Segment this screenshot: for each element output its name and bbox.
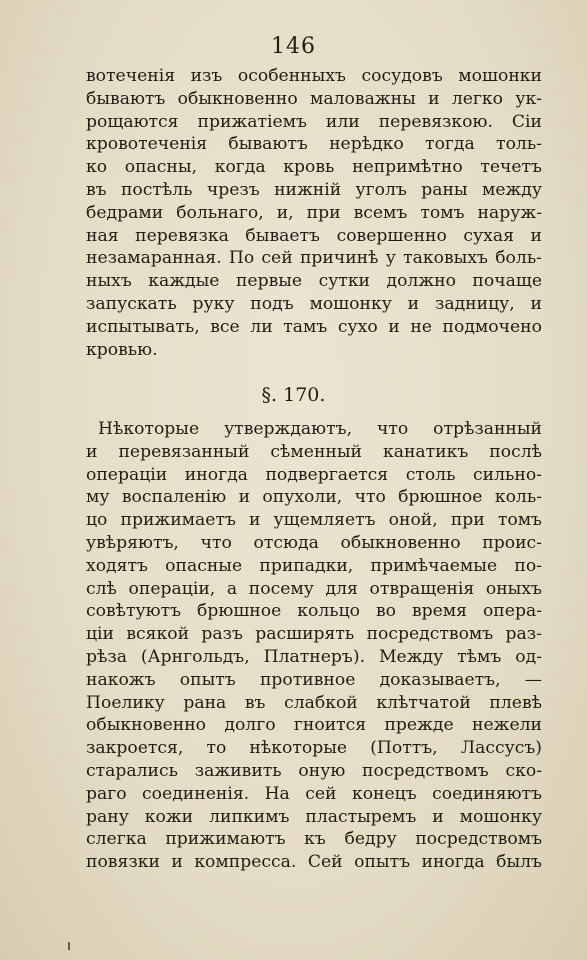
text-line: операціи иногда подвергается столь сильно- [86,464,542,485]
text-line: кровотеченія бываютъ нерѣдко тогда толь- [86,134,542,155]
gutter-mark [68,942,70,950]
text-line: ціи всякой разъ расширять посредствомъ раз- [86,624,542,645]
text-line: ходятъ опасные припадки, примѣчаемые по- [86,555,542,576]
text-line: кровью. [86,339,158,360]
text-line: закроется, то нѣкоторые (Поттъ, Лассусъ) [86,738,542,759]
paragraph-2 [86,418,542,874]
text-line: накожъ опытъ противное доказываетъ, — [86,669,542,690]
text-line: Нѣкоторые утверждаютъ, что отрѣзанный [98,419,542,439]
text-line: совѣтуютъ брюшное кольцо во время опера- [86,601,542,622]
text-line: незамаранная. По сей причинѣ у таковыхъ боль- [86,248,542,269]
page-number: 146 [271,34,316,59]
text-line: испытывать, все ли тамъ сухо и не подмочено [86,316,542,337]
text-line: рану кожи липкимъ пластыремъ и мошонку [86,806,542,827]
text-line: рѣза (Арнгольдъ, Платнеръ). Между тѣмъ од- [86,646,542,667]
text-line: вотеченія изъ особенныхъ сосудовъ мошонки [86,66,542,86]
text-line: бедрами больнаго, и, при всемъ томъ наруж- [86,202,542,223]
text-line: му воспаленію и опухоли, что брюшное коль- [86,487,542,508]
text-line: обыкновенно долго гноится прежде нежели [86,715,542,736]
text-line: повязки и компресса. Сей опытъ иногда былъ [86,852,542,873]
text-line: запускать руку подъ мошонку и задницу, и [86,293,542,314]
text-line: старались заживить оную посредствомъ ско- [86,760,542,781]
paragraph-1 [86,65,542,361]
text-line: ная перевязка бываетъ совершенно сухая и [86,225,542,246]
text-line: ныхъ каждые первые сутки должно почаще [86,271,542,292]
text-line: слегка прижимаютъ къ бедру посредствомъ [86,829,542,850]
text-line: раго соединенія. На сей конецъ соединяютъ [86,783,542,804]
text-line: въ постѣль чрезъ нижній уголъ раны между [86,179,542,200]
text-line: увѣряютъ, что отсюда обыкновенно проиc- [86,532,542,553]
section-heading: §. 170. [261,384,326,406]
text-line: слѣ операціи, а посему для отвращенія оныхъ [86,578,542,599]
text-line: бываютъ обыкновенно маловажны и легко ук- [86,88,542,109]
text-line: ко опасны, когда кровь непримѣтно течетъ [86,157,542,178]
text-line: рощаются прижатіемъ или перевязкою. Сіи [86,111,542,132]
text-line: Поелику рана въ слабкой клѣтчатой плевѣ [86,692,542,713]
text-line: цо прижимаетъ и ущемляетъ оной, при томъ [86,510,542,531]
text-line: и перевязанный сѣменный канатикъ послѣ [86,441,542,462]
